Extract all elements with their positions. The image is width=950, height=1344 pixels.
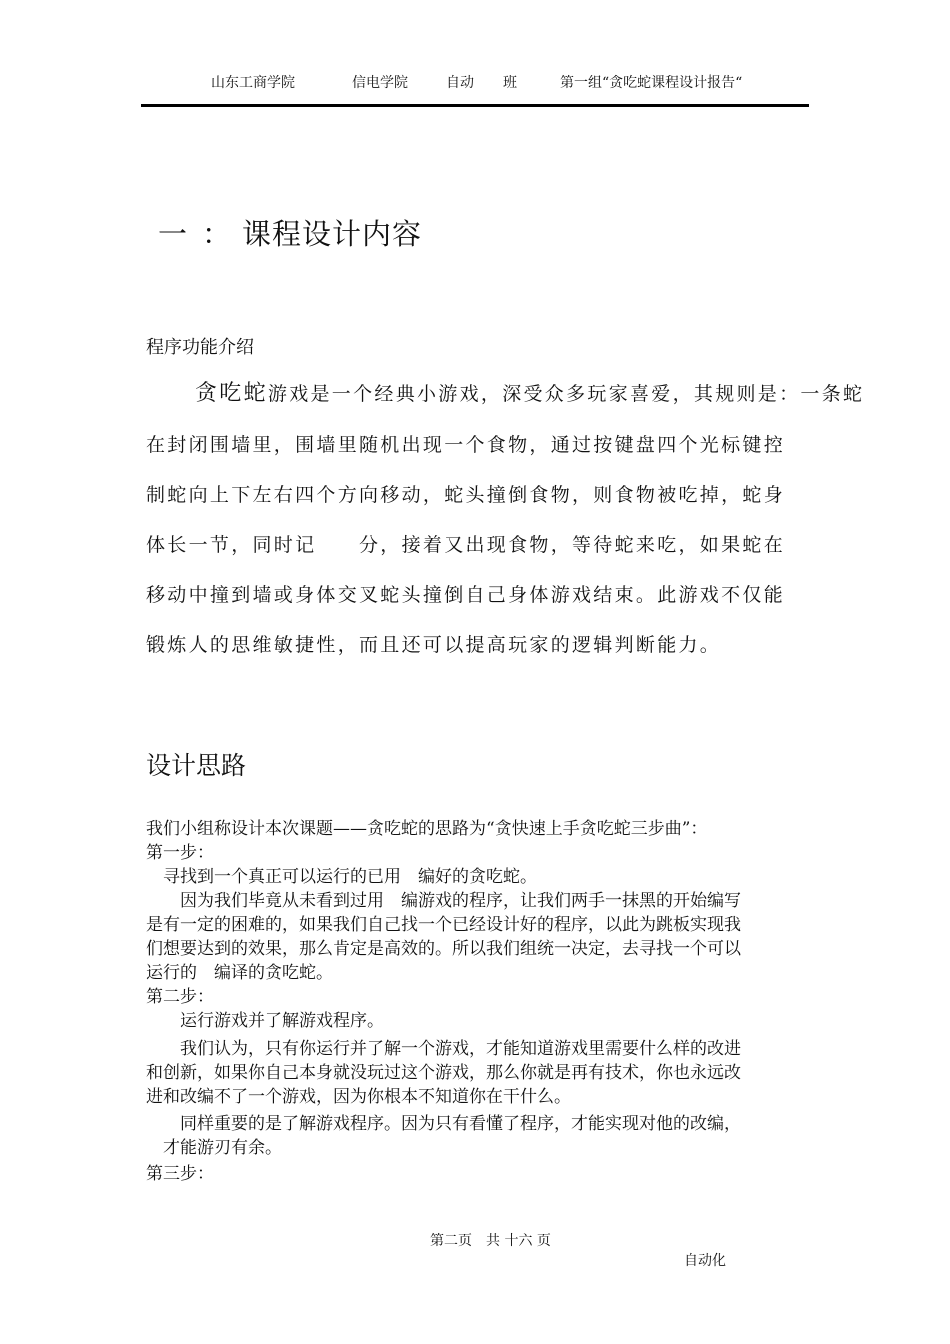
design-line: 是有一定的困难的，如果我们自己找一个已经设计好的程序，以此为跳板实现我 <box>146 915 741 935</box>
design-line: 运行的 编译的贪吃蛇。 <box>146 963 333 983</box>
header-rule <box>141 104 809 107</box>
design-line: 运行游戏并了解游戏程序。 <box>146 1011 384 1031</box>
intro-heading: 程序功能介绍 <box>146 337 254 358</box>
design-line: 我们小组称设计本次课题——贪吃蛇的思路为“贪快速上手贪吃蛇三步曲”： <box>146 819 708 839</box>
design-line: 们想要达到的效果，那么肯定是高效的。所以我们组统一决定，去寻找一个可以 <box>146 939 741 959</box>
chapter-number: 一 <box>158 217 189 251</box>
design-line: 第二步： <box>146 987 214 1007</box>
intro-line-text: 游戏是一个经典小游戏，深受众多玩家喜爱，其规则是：一条蛇 <box>267 383 865 405</box>
header-class: 班 <box>503 75 517 91</box>
header-school: 山东工商学院 <box>211 75 295 91</box>
intro-line <box>195 382 864 406</box>
design-heading: 设计思路 <box>146 751 247 780</box>
chapter-heading <box>158 212 422 253</box>
design-line: 第三步： <box>146 1164 214 1184</box>
intro-line: 移动中撞到墙或身体交叉蛇头撞倒自己身体游戏结束。此游戏不仅能 <box>146 584 786 606</box>
design-line: 寻找到一个真正可以运行的已用 编好的贪吃蛇。 <box>146 867 537 887</box>
design-line: 因为我们毕竟从未看到过用 编游戏的程序，让我们两手一抹黑的开始编写 <box>146 891 741 911</box>
page-number: 第二页 共 十六 页 <box>430 1233 551 1249</box>
design-line: 第一步： <box>146 843 214 863</box>
intro-line: 制蛇向上下左右四个方向移动，蛇头撞倒食物，则食物被吃掉，蛇身 <box>146 484 786 506</box>
design-line: 进和改编不了一个游戏，因为你根本不知道你在干什么。 <box>146 1087 571 1107</box>
header-college: 信电学院 <box>352 75 408 91</box>
intro-lead: 贪吃蛇 <box>195 381 268 406</box>
header-major: 自动 <box>446 75 474 91</box>
intro-line: 在封闭围墙里，围墙里随机出现一个食物，通过按键盘四个光标键控 <box>146 434 786 456</box>
chapter-title: 课程设计内容 <box>242 217 423 251</box>
intro-line: 体长一节，同时记 分，接着又出现食物，等待蛇来吃，如果蛇在 <box>146 534 786 556</box>
design-line: 和创新，如果你自己本身就没玩过这个游戏，那么你就是再有技术，你也永远改 <box>146 1063 741 1083</box>
design-line: 同样重要的是了解游戏程序。因为只有看懂了程序，才能实现对他的改编， <box>146 1114 741 1134</box>
chapter-colon: ： <box>202 217 233 251</box>
header-title: 第一组“贪吃蛇课程设计报告“ <box>560 75 743 91</box>
footer-note: 自动化 <box>684 1253 726 1269</box>
intro-line: 锻炼人的思维敏捷性，而且还可以提高玩家的逻辑判断能力。 <box>146 634 722 656</box>
design-line: 才能游刃有余。 <box>146 1138 282 1158</box>
design-line: 我们认为，只有你运行并了解一个游戏，才能知道游戏里需要什么样的改进 <box>146 1039 741 1059</box>
